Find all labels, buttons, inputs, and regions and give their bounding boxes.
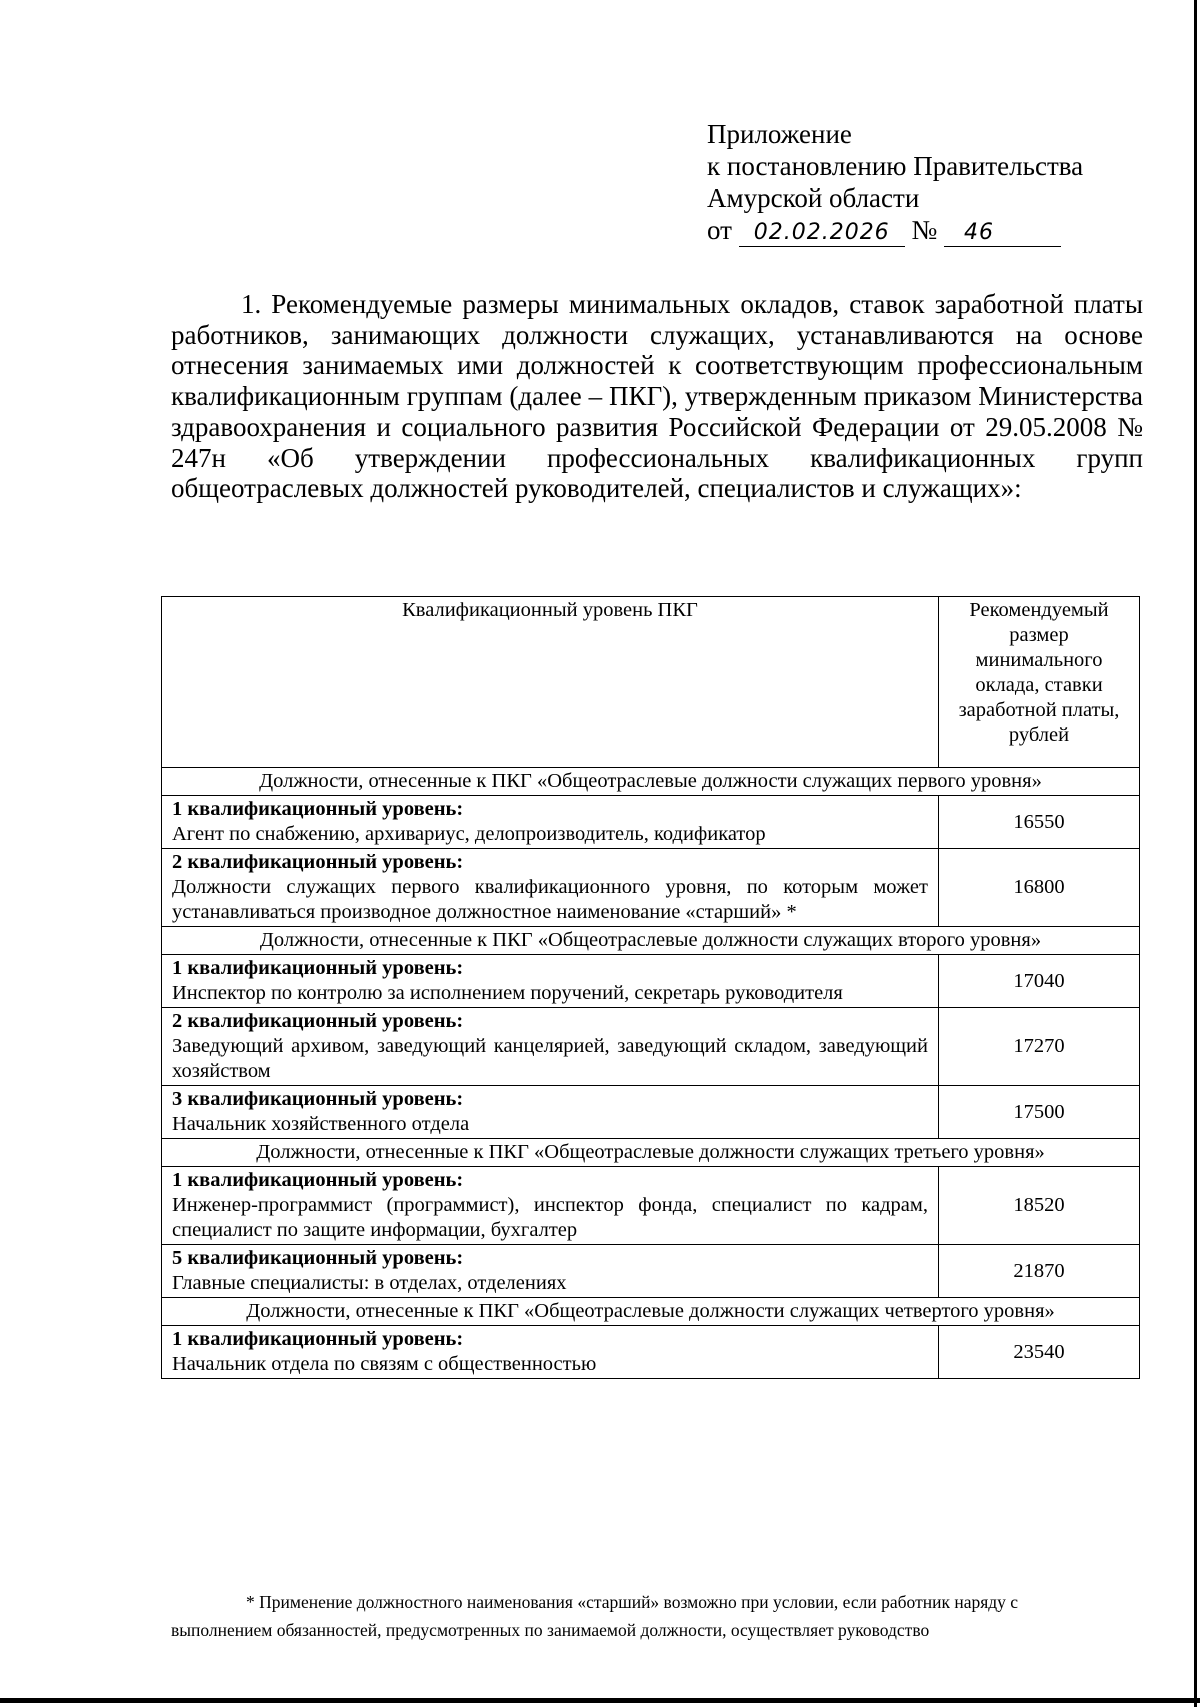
- level-title: 3 квалификационный уровень:: [172, 1088, 464, 1110]
- level-row: [162, 1245, 1140, 1298]
- level-positions: Инспектор по контролю за исполнением поручений, секретарь руководителя: [172, 982, 843, 1004]
- intro-paragraph: 1. Рекомендуемые размеры минимальных окладов, ставок заработной платы работников, занимающих должности служащих, устанавливаются на основе отнесения занимаемых ими должностей к соответствующим профессиональным квалификационным группам (далее – ПКГ), утвержденным приказом Министерства здравоохранения и социального развития Российской Федерации от 29.05.2008 № 247н «Об утверждении профессиональных квалификационных групп общеотраслевых должностей руководителей, специалистов и служащих»:: [171, 289, 1143, 504]
- group-title: Должности, отнесенные к ПКГ «Общеотраслевые должности служащих четвертого уровня»: [162, 1298, 1140, 1326]
- group-row: [162, 768, 1140, 796]
- appendix-date-line: [707, 214, 1083, 247]
- level-cell: [162, 796, 939, 849]
- handwritten-date: 02.02.2026: [739, 220, 905, 247]
- level-cell: [162, 1245, 939, 1298]
- appendix-resolution: к постановлению Правительства: [707, 151, 1084, 181]
- level-row: [162, 1326, 1140, 1379]
- salary-value: 17270: [939, 1008, 1140, 1086]
- group-row: [162, 1298, 1140, 1326]
- salary-value: 17040: [939, 955, 1140, 1008]
- header-level: Квалификационный уровень ПКГ: [162, 597, 939, 768]
- salary-value: 23540: [939, 1326, 1140, 1379]
- level-positions: Должности служащих первого квалификационного уровня, по которым может устанавливаться производное должностное наименование «старший» *: [172, 876, 928, 923]
- group-title: Должности, отнесенные к ПКГ «Общеотраслевые должности служащих первого уровня»: [162, 768, 1140, 796]
- salary-value: 16800: [939, 849, 1140, 927]
- level-title: 2 квалификационный уровень:: [172, 1010, 464, 1032]
- group-title: Должности, отнесенные к ПКГ «Общеотраслевые должности служащих второго уровня»: [162, 927, 1140, 955]
- level-positions: Заведующий архивом, заведующий канцелярией, заведующий складом, заведующий хозяйством: [172, 1035, 928, 1082]
- number-prefix: №: [911, 215, 938, 245]
- footnote-line-2: выполнением обязанностей, предусмотренных по занимаемой должности, осуществляет руководство: [171, 1620, 930, 1640]
- level-cell: [162, 1008, 939, 1086]
- level-title: 5 квалификационный уровень:: [172, 1247, 464, 1269]
- level-row: [162, 1008, 1140, 1086]
- level-title: 2 квалификационный уровень:: [172, 851, 464, 873]
- group-row: [162, 1139, 1140, 1167]
- appendix-header: [707, 118, 1083, 247]
- salary-value: 16550: [939, 796, 1140, 849]
- date-prefix: от: [707, 215, 732, 245]
- level-row: [162, 1086, 1140, 1139]
- salary-value: 21870: [939, 1245, 1140, 1298]
- appendix-title: Приложение: [707, 119, 852, 149]
- level-title: 1 квалификационный уровень:: [172, 798, 464, 820]
- level-row: [162, 849, 1140, 927]
- page-edge-bottom: [0, 1698, 1200, 1703]
- level-cell: [162, 1326, 939, 1379]
- level-row: [162, 1167, 1140, 1245]
- level-positions: Начальник хозяйственного отдела: [172, 1113, 470, 1135]
- level-positions: Инженер-программист (программист), инспектор фонда, специалист по кадрам, специалист по защите информации, бухгалтер: [172, 1194, 928, 1241]
- level-cell: [162, 1086, 939, 1139]
- header-salary: Рекомендуемый размер минимального оклада, ставки заработной платы, рублей: [939, 597, 1140, 768]
- salary-table: [161, 596, 1140, 1379]
- group-row: [162, 927, 1140, 955]
- footnote-line-1: * Применение должностного наименования «старший» возможно при условии, если работник наряду с: [246, 1592, 1019, 1612]
- level-title: 1 квалификационный уровень:: [172, 1169, 464, 1191]
- level-positions: Главные специалисты: в отделах, отделениях: [172, 1272, 567, 1294]
- level-row: [162, 955, 1140, 1008]
- level-cell: [162, 955, 939, 1008]
- level-title: 1 квалификационный уровень:: [172, 1328, 464, 1350]
- salary-value: 17500: [939, 1086, 1140, 1139]
- level-title: 1 квалификационный уровень:: [172, 957, 464, 979]
- group-title: Должности, отнесенные к ПКГ «Общеотраслевые должности служащих третьего уровня»: [162, 1139, 1140, 1167]
- level-cell: [162, 1167, 939, 1245]
- level-positions: Агент по снабжению, архивариус, делопроизводитель, кодификатор: [172, 823, 766, 845]
- appendix-region: Амурской области: [707, 183, 920, 213]
- level-positions: Начальник отдела по связям с общественностью: [172, 1353, 597, 1375]
- level-row: [162, 796, 1140, 849]
- page-edge-right: [1194, 0, 1197, 1707]
- handwritten-number: 46: [944, 220, 1061, 247]
- salary-value: 18520: [939, 1167, 1140, 1245]
- footnote: [171, 1588, 1143, 1644]
- table-header-row: [162, 597, 1140, 768]
- level-cell: [162, 849, 939, 927]
